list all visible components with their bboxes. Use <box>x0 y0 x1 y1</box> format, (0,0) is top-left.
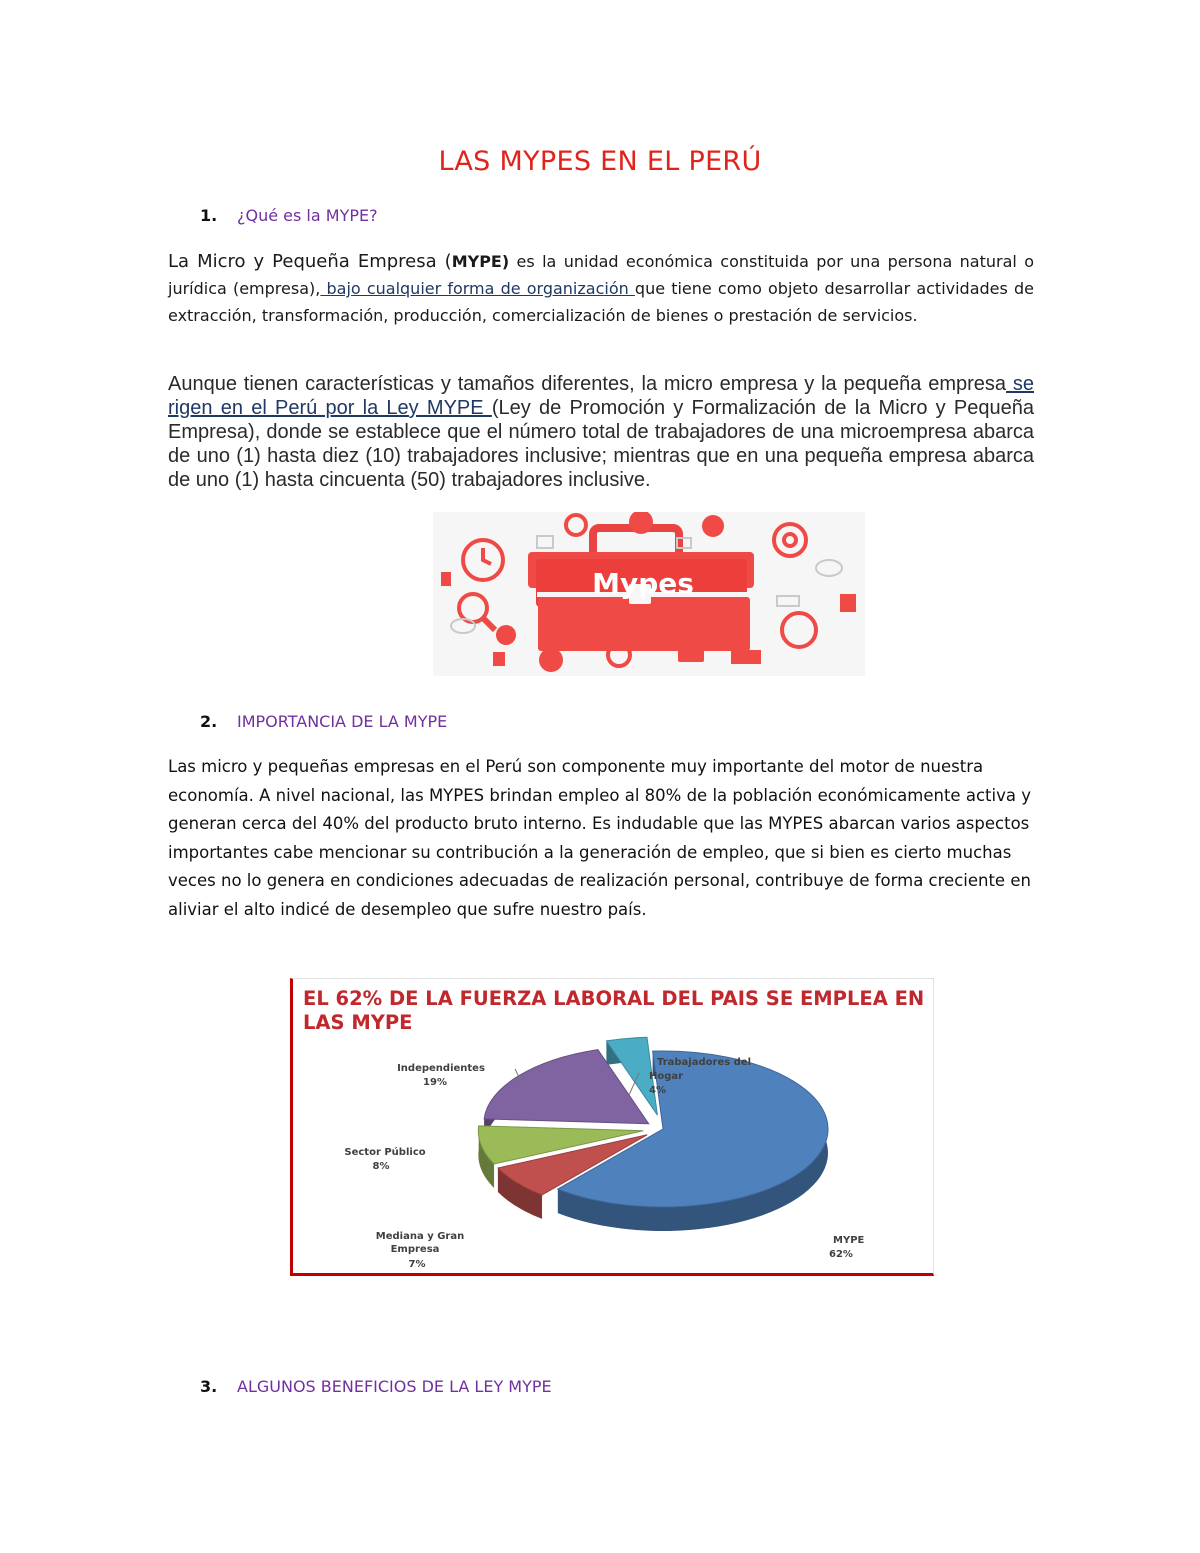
money-bag-icon-2 <box>496 625 516 645</box>
section-2-number: 2. <box>200 712 218 731</box>
para-1-link[interactable]: bajo cualquier forma de organización <box>320 279 635 298</box>
target-icon <box>774 524 806 556</box>
slice-label: Empresa <box>390 1244 440 1255</box>
headset-person-icon <box>539 648 563 672</box>
section-1-number: 1. <box>200 206 218 225</box>
section-1-title: ¿Qué es la MYPE? <box>237 206 378 225</box>
clock-hands-icon <box>483 548 491 564</box>
slice-label: Mediana y Gran <box>375 1231 465 1242</box>
calculator-icon-3 <box>840 594 856 612</box>
section-2-paragraph: Las micro y pequeñas empresas en el Perú son componente muy importante del motor de nuestra economía. A nivel nacional, las MYPES brindan empleo al 80% de la población económicamente activa y generan cerca del 40% del producto bruto interno. Es indudable que las MYPES abarcan varios aspectos importantes cabe mencionar su contribución a la generación de empleo, que si bien es cierto muchas veces no lo genera en condiciones adecuadas de realización personal, contribuye de forma creciente en aliviar el alto indicé de desempleo que sufre nuestro país. <box>168 757 1031 919</box>
mypes-logo-text: Mypes <box>592 567 694 600</box>
section-2-title: IMPORTANCIA DE LA MYPE <box>237 712 448 731</box>
laptop-icon <box>537 536 553 548</box>
slice-label: Independientes <box>397 1063 485 1074</box>
para-2-text-end: (Ley de Promoción y Formalización de la Micro y Pequeña Empresa), donde se establece que el número total de trabajadores de una microempresa abarca de uno (1) hasta diez (10) trabajadores inclusive; mientras que en una pequeña empresa abarca de uno (1) hasta cincuenta (50) trabajadores inclusive. <box>168 397 1034 491</box>
para-2-link[interactable]: se rigen en el Perú por la Ley MYPE <box>168 373 1034 419</box>
para-1-text-start: La Micro y Pequeña Empresa ( <box>168 251 452 272</box>
section-1-paragraph-1 <box>168 248 1034 329</box>
mypes-illustration-svg <box>433 512 865 676</box>
truck-grey-icon <box>777 596 799 606</box>
lightbulb-icon <box>782 613 816 647</box>
magnifier-icon <box>459 594 487 622</box>
monitor-icon <box>678 644 704 662</box>
slice-label: 4% <box>649 1085 666 1096</box>
slice-label: MYPE <box>833 1235 865 1246</box>
calculator-icon-2 <box>493 652 505 666</box>
mypes-illustration <box>433 512 865 676</box>
pie-chart-svg <box>293 979 933 1273</box>
slice-label: 19% <box>423 1077 447 1088</box>
para-2-text-start: Aunque tienen características y tamaños diferentes, la micro empresa y la pequeña empresa <box>168 373 1007 395</box>
page-title: LAS MYPES EN EL PERÚ <box>438 146 762 177</box>
money-bag-icon <box>702 515 724 537</box>
slice-label: 8% <box>372 1161 390 1172</box>
slice-label: Hogar <box>649 1071 684 1082</box>
slice-label: 62% <box>829 1249 853 1260</box>
slice-label: 7% <box>408 1259 426 1270</box>
slice-label: Sector Público <box>344 1147 426 1158</box>
section-3-title: ALGUNOS BENEFICIOS DE LA LEY MYPE <box>237 1377 552 1396</box>
section-3-number: 3. <box>200 1377 218 1396</box>
fuerza-laboral-chart <box>290 978 934 1276</box>
chart-title: EL 62% DE LA FUERZA LABORAL DEL PAIS SE EMPLEA EN LAS MYPE <box>303 987 925 1034</box>
cloud-icon <box>451 619 475 633</box>
cloud-icon-2 <box>816 560 842 576</box>
calculator-icon <box>441 572 451 586</box>
para-1-text-end: que tiene como objeto desarrollar actividades de extracción, transformación, producción, comercialización de bienes o prestación de servicios. <box>168 279 1035 325</box>
slice-label: Trabajadores del <box>657 1057 752 1068</box>
alert-icon <box>566 515 586 535</box>
truck-icon <box>731 650 761 664</box>
section-1-paragraph-2 <box>168 372 1034 492</box>
para-1-bold-mype: MYPE) <box>451 252 510 271</box>
para-1-text-middle: es la unidad económica constituida por una persona natural o jurídica (empresa), <box>168 252 1034 298</box>
